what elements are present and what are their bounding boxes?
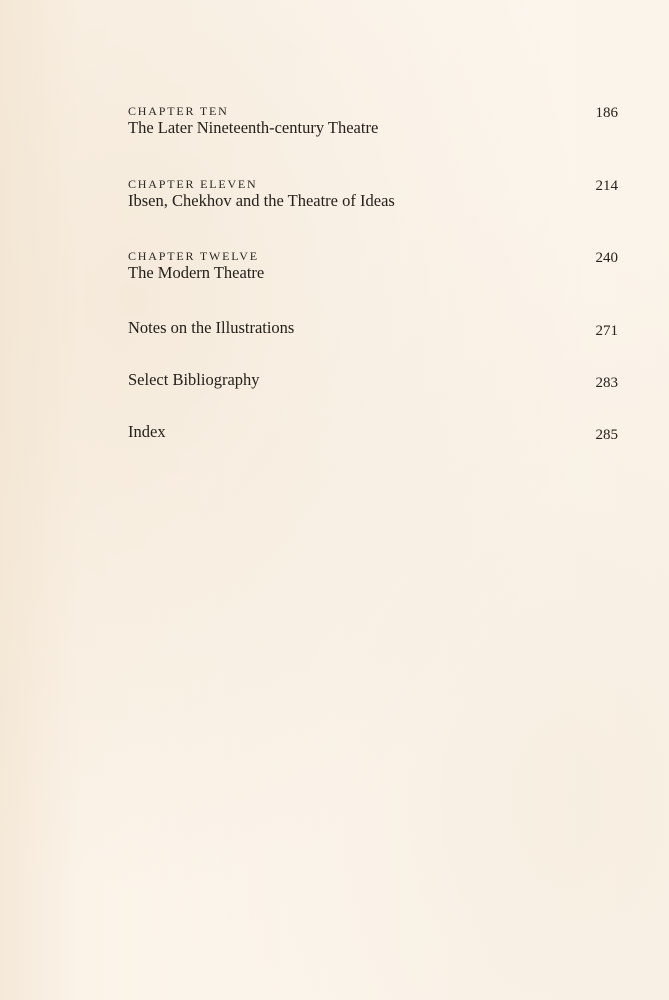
page-number: 214 xyxy=(595,178,618,194)
page-number: 240 xyxy=(595,250,618,266)
chapter-label: CHAPTER TEN xyxy=(128,104,229,118)
toc-entry-chapter-eleven xyxy=(128,177,618,211)
toc-entry-index xyxy=(128,422,618,442)
chapter-title: The Modern Theatre xyxy=(128,263,265,282)
page-number: 285 xyxy=(595,427,618,443)
chapter-label: CHAPTER ELEVEN xyxy=(128,177,258,191)
chapter-title: Ibsen, Chekhov and the Theatre of Ideas xyxy=(128,191,395,210)
entry-title: Select Bibliography xyxy=(128,370,260,389)
toc-entry-chapter-twelve xyxy=(128,249,618,283)
page-number: 186 xyxy=(595,105,618,121)
entry-title: Notes on the Illustrations xyxy=(128,318,295,337)
chapter-label: CHAPTER TWELVE xyxy=(128,249,259,263)
chapter-title: The Later Nineteenth-century Theatre xyxy=(128,118,379,137)
toc-entry-notes xyxy=(128,318,618,338)
toc-entry-bibliography xyxy=(128,370,618,390)
page-number: 283 xyxy=(595,375,618,391)
entry-title: Index xyxy=(128,422,166,441)
page-number: 271 xyxy=(595,323,618,339)
toc-entry-chapter-ten xyxy=(128,104,618,138)
